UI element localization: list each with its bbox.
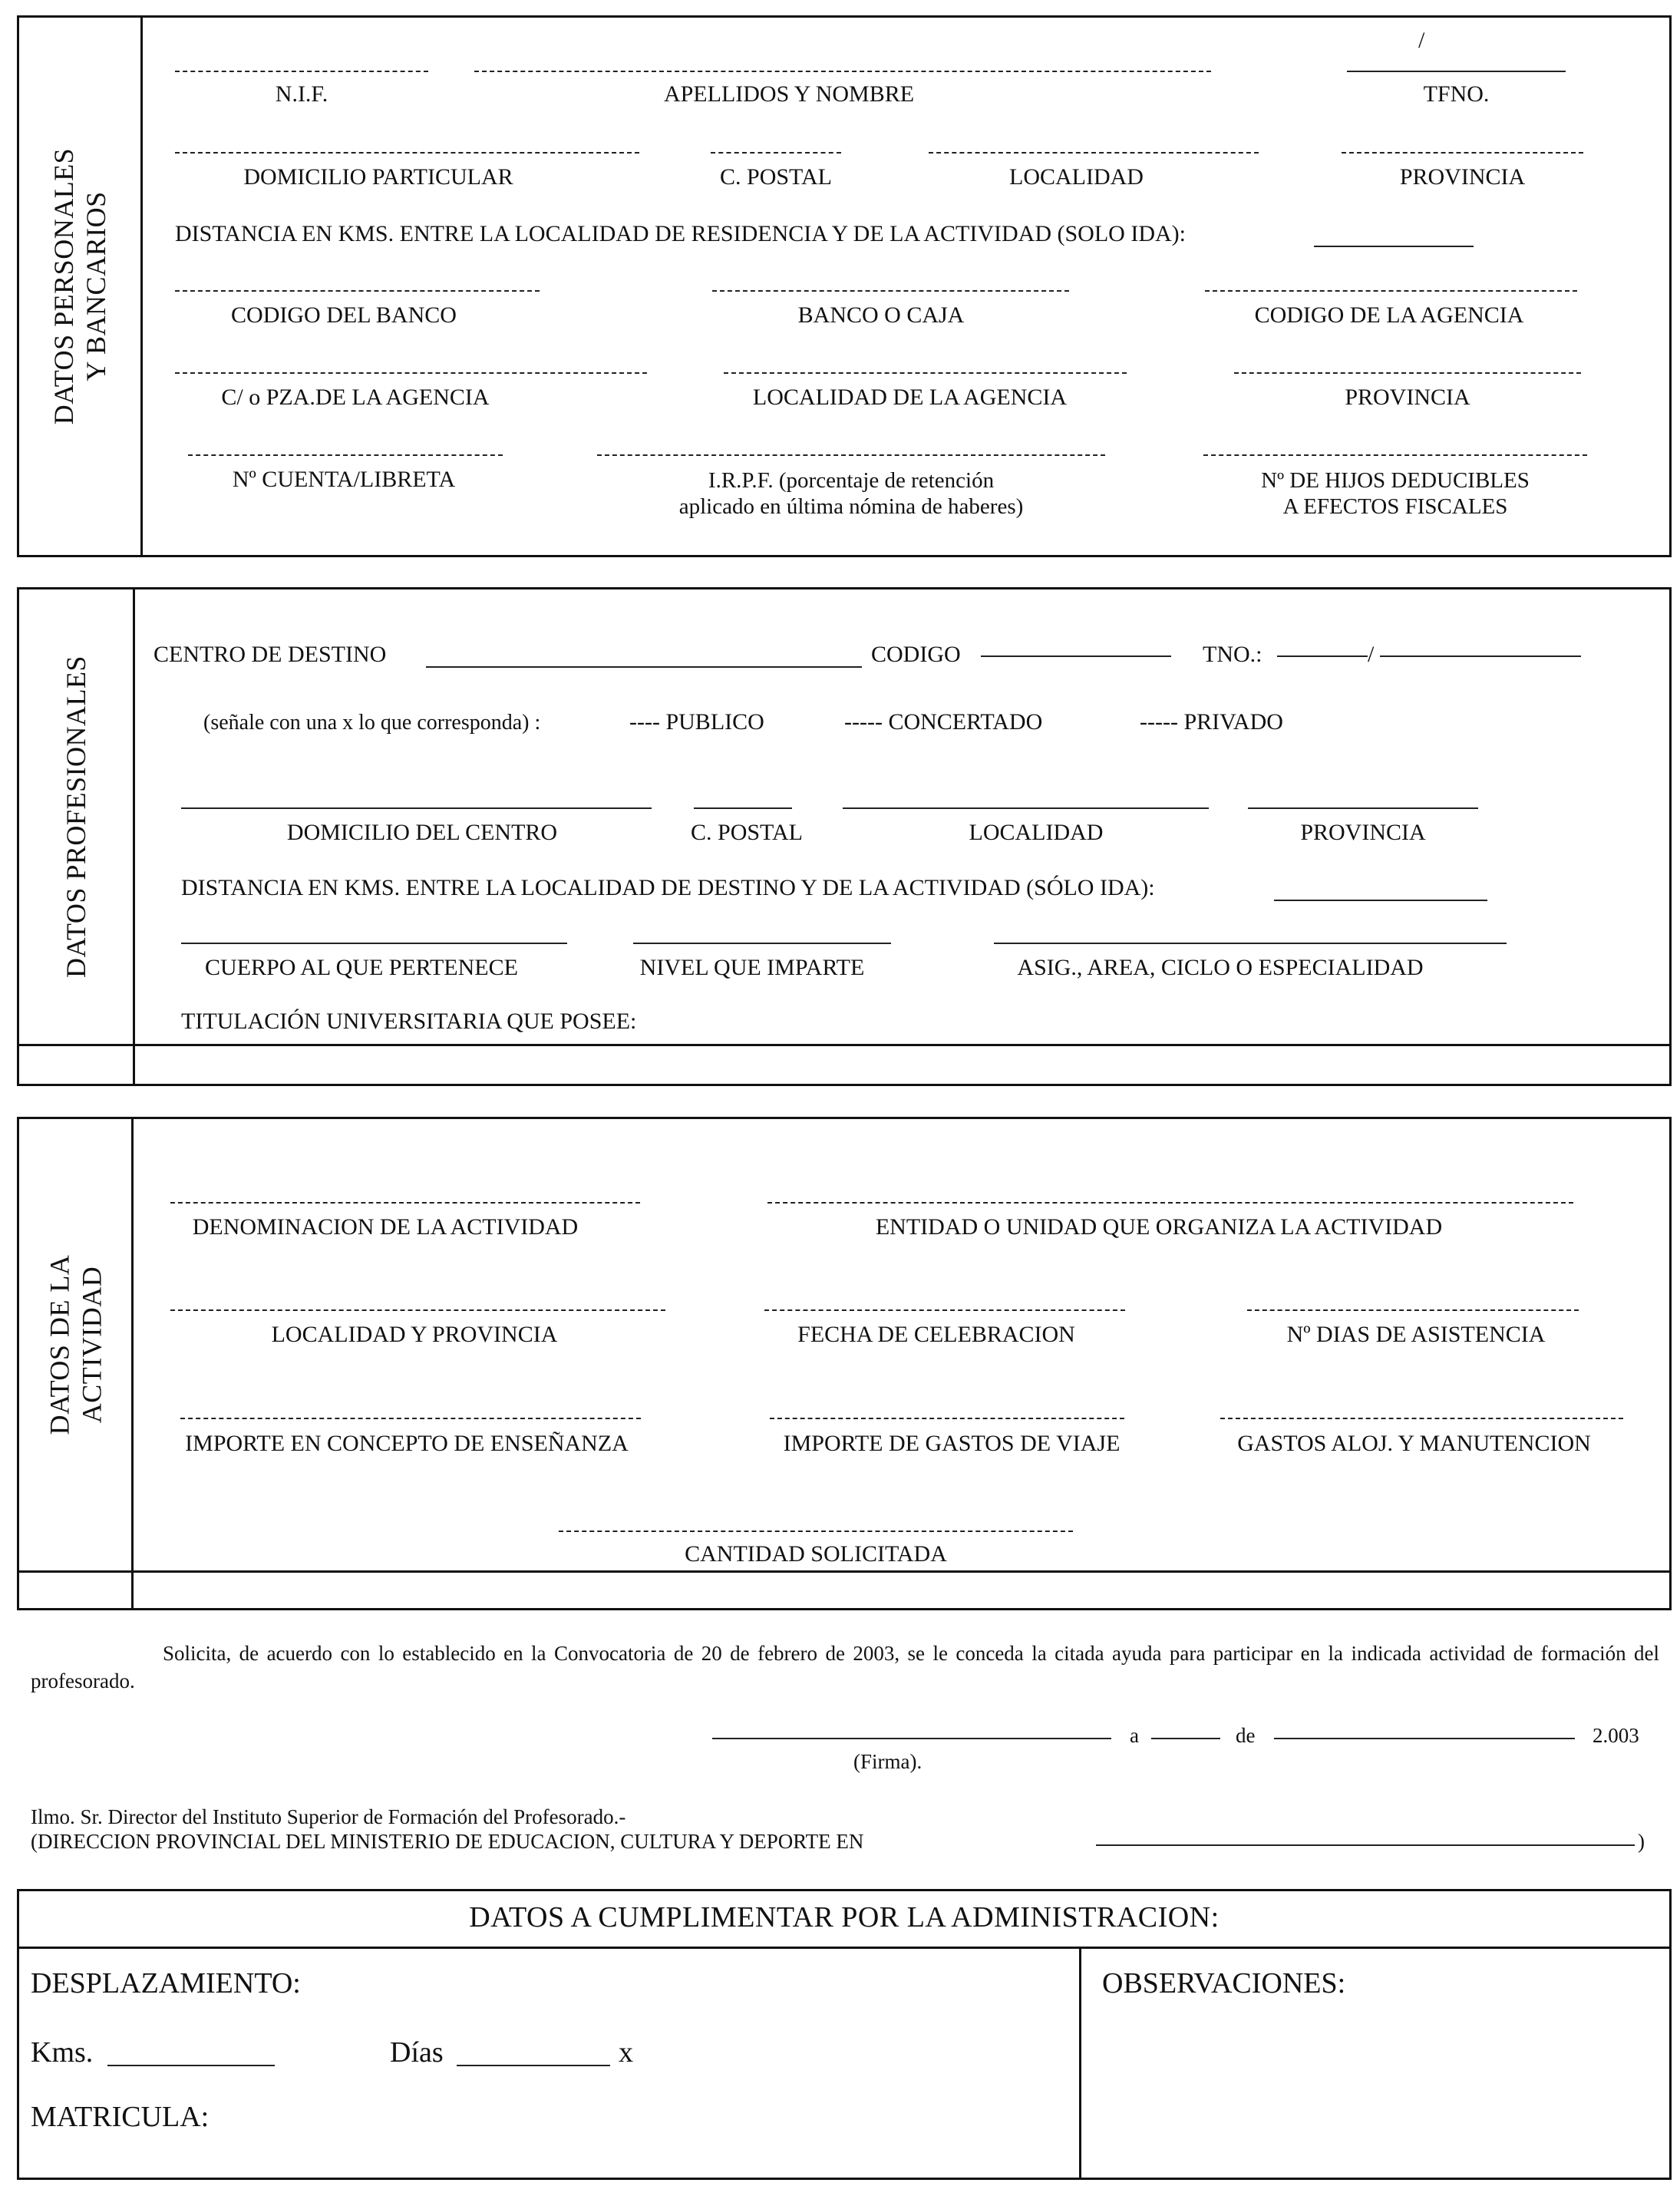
cpostal-line[interactable] bbox=[711, 152, 841, 154]
option-privado[interactable]: ----- PRIVADO bbox=[1140, 709, 1283, 735]
observaciones-label: OBSERVACIONES: bbox=[1102, 1967, 1346, 1999]
irpf-label-line1: I.R.P.F. (porcentaje de retención bbox=[708, 468, 995, 493]
codigo-agencia-line[interactable] bbox=[1205, 290, 1577, 292]
nif-line[interactable] bbox=[175, 71, 428, 72]
tno-number-line[interactable] bbox=[1380, 655, 1581, 657]
localidad-provincia-label: LOCALIDAD Y PROVINCIA bbox=[271, 1322, 558, 1347]
activity-footer-rule bbox=[17, 1570, 1672, 1573]
cuenta-line[interactable] bbox=[188, 454, 503, 456]
professional-divider bbox=[133, 587, 135, 1086]
gastos-aloj-label: GASTOS ALOJ. Y MANUTENCION bbox=[1237, 1431, 1591, 1456]
centro-destino-line[interactable] bbox=[426, 666, 862, 668]
centro-localidad-line[interactable] bbox=[843, 807, 1209, 809]
centro-cpostal-label: C. POSTAL bbox=[691, 820, 803, 845]
addressee-close-paren: ) bbox=[1638, 1830, 1645, 1853]
distancia-destino-line[interactable] bbox=[1274, 900, 1487, 901]
provincial-direction-line[interactable] bbox=[1096, 1844, 1635, 1846]
asig-line[interactable] bbox=[994, 943, 1507, 944]
day-line[interactable] bbox=[1151, 1738, 1220, 1739]
dias-line[interactable] bbox=[1247, 1309, 1579, 1311]
tno-prefix-line[interactable] bbox=[1277, 655, 1368, 657]
banco-caja-line[interactable] bbox=[712, 290, 1069, 292]
x-label: x bbox=[619, 2036, 633, 2069]
month-line[interactable] bbox=[1274, 1738, 1575, 1739]
asig-label: ASIG., AREA, CICLO O ESPECIALIDAD bbox=[1017, 955, 1424, 980]
activity-side-title: DATOS DE LA ACTIVIDAD bbox=[44, 1254, 107, 1435]
matricula-label: MATRICULA: bbox=[31, 2101, 210, 2133]
irpf-label-line2: aplicado en última nómina de haberes) bbox=[678, 494, 1024, 519]
provincia-label: PROVINCIA bbox=[1399, 164, 1526, 190]
cuenta-label: Nº CUENTA/LIBRETA bbox=[232, 467, 456, 492]
provincia-agencia-line[interactable] bbox=[1234, 372, 1581, 374]
denominacion-label: DENOMINACION DE LA ACTIVIDAD bbox=[192, 1214, 579, 1240]
addressee-line1: Ilmo. Sr. Director del Instituto Superior de Formación del Profesorado.- bbox=[31, 1805, 626, 1828]
domicilio-label: DOMICILIO PARTICULAR bbox=[243, 164, 513, 190]
dias-admin-label: Días bbox=[390, 2036, 444, 2069]
cantidad-label: CANTIDAD SOLICITADA bbox=[685, 1541, 947, 1567]
firma-label: (Firma). bbox=[853, 1750, 923, 1773]
nivel-label: NIVEL QUE IMPARTE bbox=[639, 955, 865, 980]
fecha-label: FECHA DE CELEBRACION bbox=[797, 1322, 1075, 1347]
provincia-line[interactable] bbox=[1342, 152, 1583, 154]
hijos-line[interactable] bbox=[1203, 454, 1587, 456]
date-de: de bbox=[1236, 1724, 1256, 1747]
centro-destino-label: CENTRO DE DESTINO bbox=[153, 642, 387, 667]
centro-provincia-label: PROVINCIA bbox=[1300, 820, 1426, 845]
distancia-residencia-label: DISTANCIA EN KMS. ENTRE LA LOCALIDAD DE RESIDENCIA Y DE LA ACTIVIDAD (SOLO IDA): bbox=[175, 221, 1186, 246]
entidad-line[interactable] bbox=[767, 1202, 1573, 1204]
centro-localidad-label: LOCALIDAD bbox=[969, 820, 1104, 845]
centro-cpostal-line[interactable] bbox=[694, 807, 792, 809]
cpostal-label: C. POSTAL bbox=[720, 164, 832, 190]
codigo-label: CODIGO bbox=[871, 642, 961, 667]
localidad-label: LOCALIDAD bbox=[1009, 164, 1144, 190]
admin-header-rule bbox=[17, 1947, 1672, 1949]
personal-divider bbox=[140, 15, 143, 557]
distancia-destino-label: DISTANCIA EN KMS. ENTRE LA LOCALIDAD DE DESTINO Y DE LA ACTIVIDAD (SÓLO IDA): bbox=[181, 875, 1155, 900]
provincia-agencia-label: PROVINCIA bbox=[1345, 385, 1470, 410]
importe-ensenanza-line[interactable] bbox=[180, 1418, 641, 1419]
importe-viaje-label: IMPORTE DE GASTOS DE VIAJE bbox=[783, 1431, 1121, 1456]
hijos-label-line1: Nº DE HIJOS DEDUCIBLES bbox=[1261, 468, 1530, 493]
tfno-slash: / bbox=[1418, 28, 1425, 53]
titulacion-label: TITULACIÓN UNIVERSITARIA QUE POSEE: bbox=[181, 1009, 637, 1034]
calle-agencia-label: C/ o PZA.DE LA AGENCIA bbox=[221, 385, 490, 410]
kms-label: Kms. bbox=[31, 2036, 94, 2069]
dias-label: Nº DIAS DE ASISTENCIA bbox=[1286, 1322, 1546, 1347]
localidad-agencia-line[interactable] bbox=[724, 372, 1127, 374]
tno-slash: / bbox=[1368, 642, 1375, 667]
localidad-agencia-label: LOCALIDAD DE LA AGENCIA bbox=[752, 385, 1068, 410]
nif-label: N.I.F. bbox=[275, 81, 328, 107]
request-paragraph: Solicita, de acuerdo con lo establecido en la Convocatoria de 20 de febrero de 2003, se le conceda la citada ayuda para participar en la indicada actividad de formación del profesorado. bbox=[31, 1642, 1659, 1692]
hijos-label-line2: A EFECTOS FISCALES bbox=[1282, 494, 1508, 519]
option-concertado[interactable]: ----- CONCERTADO bbox=[844, 709, 1043, 735]
centro-provincia-line[interactable] bbox=[1248, 807, 1478, 809]
importe-viaje-line[interactable] bbox=[770, 1418, 1124, 1419]
domicilio-centro-line[interactable] bbox=[181, 807, 652, 809]
desplazamiento-label: DESPLAZAMIENTO: bbox=[31, 1967, 301, 1999]
activity-divider bbox=[131, 1117, 134, 1610]
cuerpo-label: CUERPO AL QUE PERTENECE bbox=[205, 955, 518, 980]
codigo-agencia-label: CODIGO DE LA AGENCIA bbox=[1254, 302, 1524, 328]
nivel-line[interactable] bbox=[633, 943, 891, 944]
banco-caja-label: BANCO O CAJA bbox=[797, 302, 965, 328]
date-year: 2.003 bbox=[1593, 1724, 1639, 1747]
date-a: a bbox=[1130, 1724, 1139, 1747]
localidad-line[interactable] bbox=[929, 152, 1259, 154]
codigo-banco-line[interactable] bbox=[175, 290, 540, 292]
admin-title: DATOS A CUMPLIMENTAR POR LA ADMINISTRACION: bbox=[469, 1901, 1220, 1933]
localidad-provincia-line[interactable] bbox=[170, 1309, 665, 1311]
codigo-line[interactable] bbox=[981, 655, 1171, 657]
entidad-label: ENTIDAD O UNIDAD QUE ORGANIZA LA ACTIVIDAD bbox=[875, 1214, 1443, 1240]
personal-side-title: DATOS PERSONALES Y BANCARIOS bbox=[48, 147, 111, 425]
tno-label: TNO.: bbox=[1203, 642, 1262, 667]
professional-footer-rule bbox=[17, 1044, 1672, 1046]
distancia-residencia-line[interactable] bbox=[1314, 246, 1474, 247]
dias-admin-line[interactable] bbox=[457, 2065, 610, 2066]
tfno-label: TFNO. bbox=[1423, 81, 1490, 107]
cantidad-line[interactable] bbox=[559, 1531, 1073, 1532]
kms-line[interactable] bbox=[107, 2065, 275, 2066]
apellidos-line[interactable] bbox=[474, 71, 1211, 72]
domicilio-line[interactable] bbox=[175, 152, 639, 154]
activity-data-section bbox=[17, 1117, 1672, 1610]
place-line[interactable] bbox=[712, 1738, 1111, 1739]
addressee-line2: (DIRECCION PROVINCIAL DEL MINISTERIO DE EDUCACION, CULTURA Y DEPORTE EN bbox=[31, 1830, 864, 1853]
professional-side-title: DATOS PROFESIONALES bbox=[61, 655, 92, 978]
senale-label: (señale con una x lo que corresponda) : bbox=[203, 711, 541, 735]
fecha-line[interactable] bbox=[764, 1309, 1125, 1311]
irpf-line[interactable] bbox=[597, 454, 1105, 456]
apellidos-label: APELLIDOS Y NOMBRE bbox=[663, 81, 915, 107]
option-publico[interactable]: ---- PUBLICO bbox=[629, 709, 764, 735]
codigo-banco-label: CODIGO DEL BANCO bbox=[231, 302, 457, 328]
tfno-line[interactable] bbox=[1347, 71, 1566, 72]
admin-divider bbox=[1079, 1947, 1081, 2180]
denominacion-line[interactable] bbox=[170, 1202, 640, 1204]
gastos-aloj-line[interactable] bbox=[1220, 1418, 1623, 1419]
domicilio-centro-label: DOMICILIO DEL CENTRO bbox=[286, 820, 558, 845]
importe-ensenanza-label: IMPORTE EN CONCEPTO DE ENSEÑANZA bbox=[185, 1431, 629, 1456]
cuerpo-line[interactable] bbox=[181, 943, 567, 944]
calle-agencia-line[interactable] bbox=[175, 372, 647, 374]
